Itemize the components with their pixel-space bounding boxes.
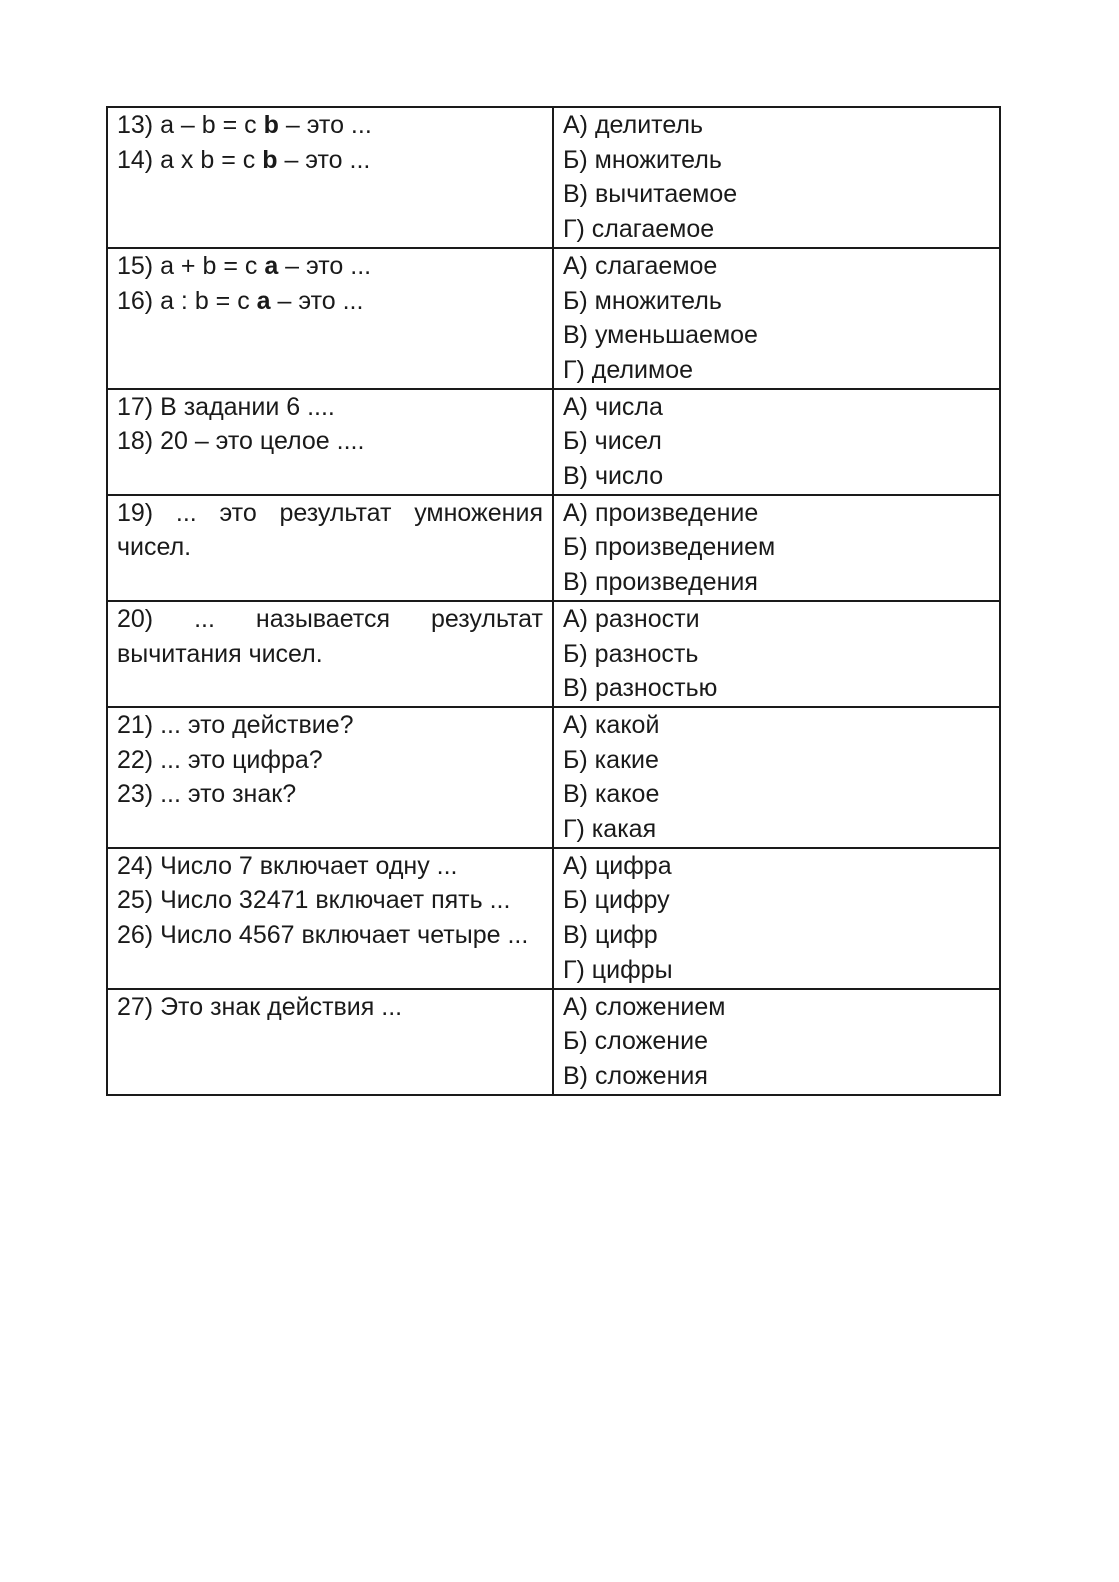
question-cell: [107, 107, 553, 248]
question-line: чисел.: [117, 533, 192, 562]
question-line: 21) ... это действие?: [117, 710, 354, 739]
table-row: [107, 248, 1000, 389]
question-line: вычитания чисел.: [117, 639, 323, 668]
question-cell: [107, 389, 553, 495]
answer-option: Б) чисел: [563, 427, 662, 456]
answer-option: А) делитель: [563, 111, 704, 139]
table-row: [107, 601, 1000, 707]
table-row: [107, 495, 1000, 601]
question-line: 14) a x b = c b – это ...: [117, 145, 371, 174]
question-line: 18) 20 – это целое ....: [117, 427, 365, 456]
answer-option: Г) цифры: [563, 955, 673, 984]
answer-option: В) число: [563, 462, 664, 491]
question-line: 15) a + b = c a – это ...: [117, 251, 372, 280]
question-line: 13) a – b = c b – это ...: [117, 111, 372, 139]
question-text: [117, 602, 543, 671]
question-cell: [107, 989, 553, 1095]
answer-cell: [553, 989, 1000, 1095]
answer-option: Б) сложение: [563, 1027, 708, 1056]
answer-option: В) вычитаемое: [563, 180, 738, 209]
answer-option: А) какой: [563, 710, 660, 739]
answer-cell: [553, 248, 1000, 389]
answer-option: Б) множитель: [563, 286, 722, 315]
question-line: 22) ... это цифра?: [117, 745, 323, 774]
answer-option: Г) слагаемое: [563, 215, 715, 244]
answer-cell: [553, 495, 1000, 601]
answer-option: Б) цифру: [563, 886, 670, 915]
question-line: 24) Число 7 включает одну ...: [117, 851, 458, 880]
answer-option: В) разностью: [563, 674, 718, 703]
answer-option: Б) какие: [563, 745, 659, 774]
answer-option: А) произведение: [563, 498, 759, 527]
answer-cell: [553, 389, 1000, 495]
question-line: 23) ... это знак?: [117, 780, 297, 809]
table-row: [107, 989, 1000, 1095]
question-cell: [107, 601, 553, 707]
question-cell: [107, 495, 553, 601]
answer-cell: [553, 707, 1000, 848]
answer-option: В) сложения: [563, 1061, 708, 1090]
question-line: 27) Это знак действия ...: [117, 992, 403, 1021]
answer-cell: [553, 848, 1000, 989]
question-line: 20) ... называется результат: [117, 604, 543, 633]
answer-option: А) слагаемое: [563, 251, 718, 280]
question-line: 17) В задании 6 ....: [117, 392, 335, 421]
answer-option: В) уменьшаемое: [563, 321, 758, 350]
answer-option: В) цифр: [563, 921, 658, 950]
table-row: [107, 848, 1000, 989]
answer-option: Б) произведением: [563, 533, 776, 562]
question-line: 19) ... это результат умножения: [117, 498, 543, 527]
exercise-sheet: [106, 106, 999, 1096]
table-row: [107, 389, 1000, 495]
answer-cell: [553, 107, 1000, 248]
table-row: [107, 707, 1000, 848]
question-line: 26) Число 4567 включает четыре ...: [117, 921, 529, 950]
answer-option: Б) разность: [563, 639, 699, 668]
answer-option: Г) какая: [563, 815, 657, 844]
answer-option: А) числа: [563, 392, 663, 421]
answer-option: А) разности: [563, 604, 700, 633]
answer-option: Б) множитель: [563, 145, 722, 174]
question-text: [117, 496, 543, 565]
answer-option: А) сложением: [563, 992, 726, 1021]
answer-cell: [553, 601, 1000, 707]
question-cell: [107, 707, 553, 848]
answer-option: Г) делимое: [563, 355, 694, 384]
question-line: 16) a : b = c a – это ...: [117, 286, 364, 315]
table-row: [107, 107, 1000, 248]
answer-option: В) произведения: [563, 568, 758, 597]
question-cell: [107, 848, 553, 989]
answer-option: В) какое: [563, 780, 660, 809]
question-cell: [107, 248, 553, 389]
answer-option: А) цифра: [563, 851, 672, 880]
matching-table: [106, 106, 1001, 1096]
question-line: 25) Число 32471 включает пять ...: [117, 886, 511, 915]
